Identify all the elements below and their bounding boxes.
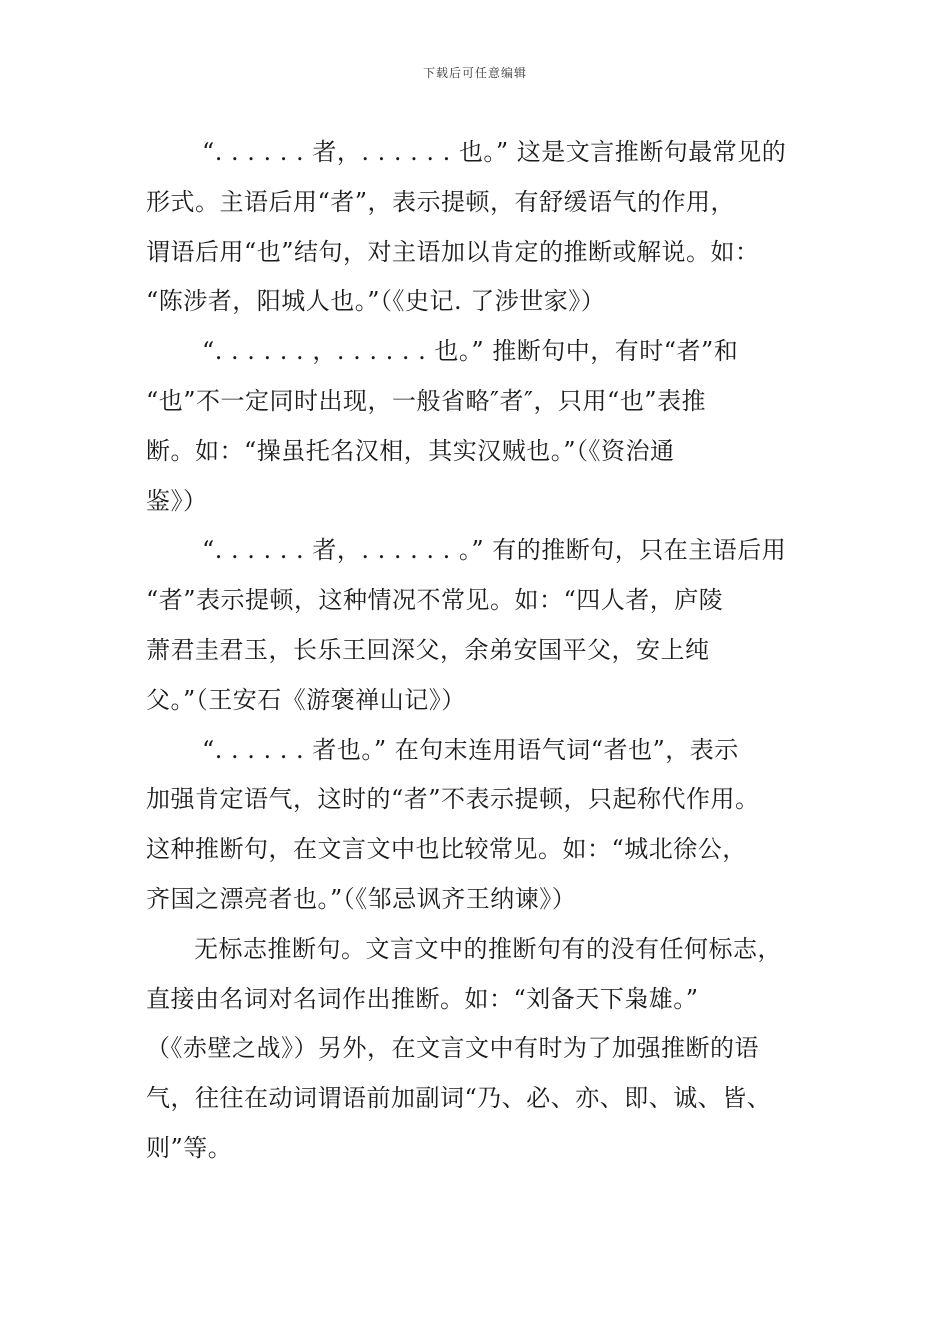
text-line: 断。如：“操虽托名汉相，其实汉贼也。”（《资治通 (146, 436, 675, 465)
text-line: 形式。主语后用“者”，表示提顿，有舒缓语气的作用， (146, 187, 736, 216)
text-line: “者”表示提顿，这种情况不常见。如：“四人者，庐陵 (146, 586, 724, 615)
text-line: 则”等。 (146, 1133, 233, 1162)
text-line: （《赤壁之战》）另外，在文言文中有时为了加强推断的语 (146, 1034, 759, 1063)
text-line: 气，往往在动词谓语前加副词“乃、必、亦、即、诚、皆、 (146, 1084, 772, 1113)
text-line: 萧君圭君玉，长乐王回深父，余弟安国平父，安上纯 (146, 635, 710, 664)
text-line: “. . . . . . 者，. . . . . . 也。” 这是文言推断句最常见的 (202, 138, 787, 166)
text-line: 直接由名词对名词作出推断。如：“刘备天下枭雄。” (146, 984, 699, 1013)
text-line: “陈涉者，阳城人也。”（《史记. 了涉世家》） (146, 287, 606, 316)
text-line: 齐国之漂亮者也。”（《邹忌讽齐王纳谏》） (146, 884, 577, 913)
text-line: 这种推断句，在文言文中也比较常见。如：“城北徐公， (146, 835, 747, 864)
text-line: “. . . . . . 者也。” 在句末连用语气词“者也”，表示 (202, 735, 739, 764)
text-line: “. . . . . . ，. . . . . . 也。” 推断句中，有时“者”和 (202, 337, 739, 366)
text-line: 加强肯定语气，这时的“者”不表示提顿，只起称代作用。 (146, 785, 760, 814)
document-body (146, 128, 826, 1174)
text-line: “. . . . . . 者，. . . . . . 。” 有的推断句，只在主语后用 (202, 536, 787, 565)
text-line: “也”不一定同时出现，一般省略″者″，只用“也”表推 (146, 386, 707, 415)
text-line: 无标志推断句。文言文中的推断句有的没有任何标志， (194, 934, 782, 963)
text-line: 谓语后用“也”结句，对主语加以肯定的推断或解说。如： (146, 237, 760, 266)
text-line: 鉴》） (146, 486, 208, 515)
text-line: 父。”（王安石《游褒禅山记》） (146, 685, 466, 714)
page-header: 下载后可任意编辑 (422, 66, 527, 80)
